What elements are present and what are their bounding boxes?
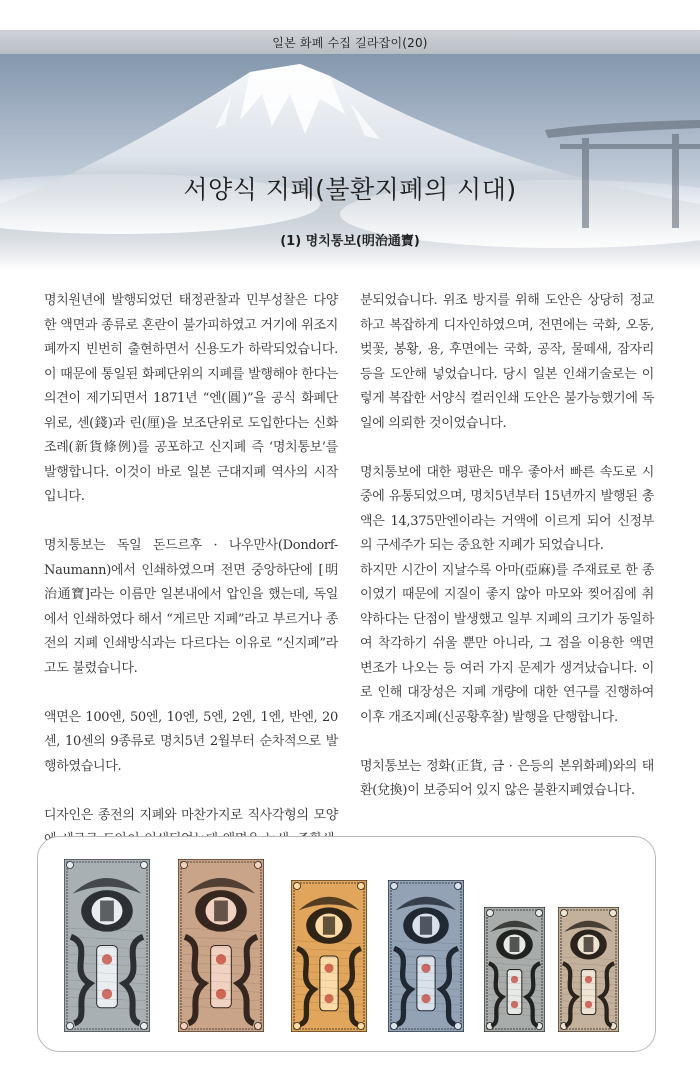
paragraph: 명치원년에 발행되었던 태정관찰과 민부성찰은 다양한 액면과 종류로 혼란이 불가피하였고 거기에 위조지폐까지 빈번히 출현하면서 신용도가 하락되었습니다. 이 때문에 통일된 화폐단위의 지폐를 발행해야 한다는 의견이 제기되면서 1871년 “엔(圓)”을 공식 화폐단위로, 센(錢)과 린(厘)을 보조단위로 도입한다는 신화조례(新貨條例)를 공포하고 신지폐 즉 ‘명치통보’를 발행합니다. 이것이 바로 일본 근대지폐 역사의 시작입니다.: [44, 293, 338, 504]
series-title: 일본 화폐 수집 길라잡이(20): [272, 35, 428, 50]
banknote-gallery: [37, 836, 656, 1052]
banknote-image: [178, 859, 264, 1032]
article-right-column: [360, 289, 654, 828]
series-header-bar: [0, 30, 700, 54]
paragraph: 하지만 시간이 지날수록 아마(亞麻)를 주재료로 한 종이였기 때문에 지질이 좋지 않아 마모와 찢어짐에 취약하다는 단점이 발생했고 일부 지폐의 크기가 동일하여 착각하기 쉬울 뿐만 아니라, 그 점을 이용한 액면 변조가 나오는 등 여러 가지 문제가 생겨났습니다. 이로 인해 대장성은 지폐 개량에 대한 연구를 진행하여 이후 개조지폐(신공황후찰) 발행을 단행합니다.: [360, 562, 654, 725]
paragraph: 분되었습니다. 위조 방지를 위해 도안은 상당히 정교하고 복잡하게 디자인하였으며, 전면에는 국화, 오동, 벚꽃, 봉황, 용, 후면에는 국화, 공작, 물떼새, 잠자리 등을 도안해 넣었습니다. 당시 일본 인쇄기술로는 이렇게 복잡한 서양식 컬러인쇄 도안은 불가능했기에 독일에 의뢰한 것이었습니다.: [360, 293, 654, 431]
paragraph: 디자인은 종전의 지폐와 마찬가지로 직사각형의 모양: [44, 807, 338, 823]
page-title: 서양식 지폐(불환지폐의 시대): [183, 175, 517, 204]
banknote-image: [388, 880, 464, 1032]
paragraph: 명치통보는 정화(正貨, 금 · 은등의 본위화폐)와의 태환(兌換)이 보증되어 있지 않은 불환지폐였습니다.: [360, 758, 654, 798]
paragraph: 액면은 100엔, 50엔, 10엔, 5엔, 2엔, 1엔, 반엔, 20센, 10센의 9종류로 명치5년 2월부터 순차적으로 발행하였습니다.: [44, 709, 338, 774]
paragraph: 명치통보는 독일 돈드르후 · 나우만사(Dondorf-Naumann)에서 인쇄하였으며 전면 중앙하단에 [明治通寶]라는 이름만 일본내에서 압인을 했는데, 독일에서 인쇄하였다 해서 “게르만 지폐”라고 부르거나 종전의 지폐 인쇄방식과는 다르다는 이유로 “신지폐”라고도 불렸습니다.: [44, 538, 338, 676]
section-subtitle: (1) 명치통보(明治通寶): [280, 234, 420, 249]
banknote-image: [484, 907, 545, 1032]
banknote-image: [291, 880, 367, 1032]
banknote-image: [558, 907, 619, 1032]
banknote-image: [64, 859, 150, 1032]
paragraph: 명치통보에 대한 평판은 매우 좋아서 빠른 속도로 시중에 유통되었으며, 명치5년부터 15년까지 발행된 총액은 14,375만엔이라는 거액에 이르게 되어 신정부의 구세주가 되는 중요한 지폐가 되었습니다.: [360, 464, 654, 553]
article-left-column: [44, 289, 338, 902]
